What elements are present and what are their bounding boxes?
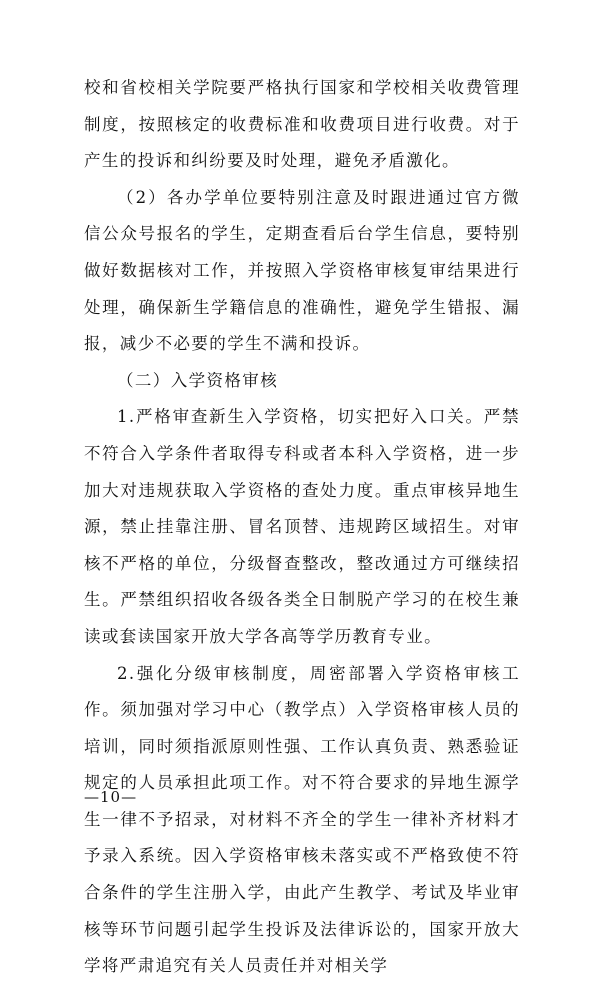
page-number: —10— <box>84 788 138 806</box>
paragraph-fee-management: 校和省校相关学院要严格执行国家和学校相关收费管理制度，按照核定的收费标准和收费项目进行收费。对于产生的投诉和纠纷要及时处理，避免矛盾激化。 <box>84 78 520 171</box>
paragraph-tiered-review: 2.强化分级审核制度，周密部署入学资格审核工作。须加强对学习中心（教学点）入学资格审核人员的培训，同时须指派原则性强、工作认真负责、熟悉验证规定的人员承担此项工作。对不符合要求的异地生源学生一律不予招录，对材料不齐全的学生一律补齐材料才予录入系统。因入学资格审核未落实或不严格致使不符合条件的学生注册入学，由此产生教学、考试及毕业审核等环节问题引起学生投诉及法律诉讼的，国家开放大学将严肃追究有关人员责任并对相关学 <box>84 663 520 976</box>
paragraph-strict-review: 1.严格审查新生入学资格，切实把好入口关。严禁不符合入学条件者取得专科或者本科入学资格，进一步加大对违规获取入学资格的查处力度。重点审核异地生源，禁止挂靠注册、冒名顶替、违规跨区域招生。对审核不严格的单位，分级督查整改，整改通过方可继续招生。严禁组织招收各级各类全日制脱产学习的在校生兼读或套读国家开放大学各高等学历教育专业。 <box>84 407 520 646</box>
paragraph-wechat-registration: （2）各办学单位要特别注意及时跟进通过官方微信公众号报名的学生，定期查看后台学生信息，要特别做好数据核对工作，并按照入学资格审核复审结果进行处理，确保新生学籍信息的准确性，避免学生错报、漏报，减少不必要的学生不满和投诉。 <box>84 187 520 354</box>
section-heading-admission-review: （二）入学资格审核 <box>117 370 279 390</box>
